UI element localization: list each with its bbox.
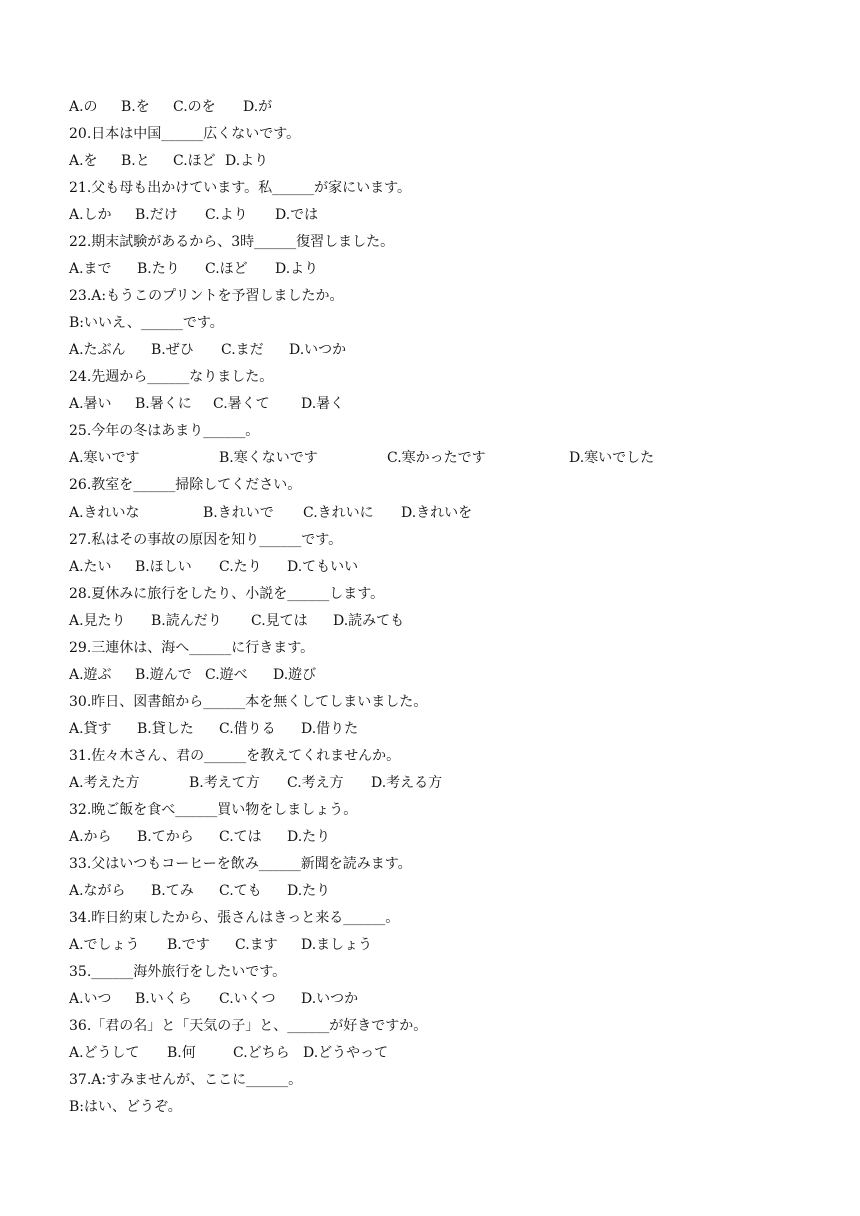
option-a: A.貸す <box>69 720 112 737</box>
question-line: 34.昨日約束したから、張さんはきっと来る______。 <box>69 909 400 926</box>
option-d: D.いつか <box>289 342 347 359</box>
option-d: D.より <box>275 261 319 278</box>
option-d: D.ましょう <box>301 936 373 953</box>
option-b: B.きれいで <box>203 504 274 521</box>
question-line: 24.先週から______なりました。 <box>69 369 274 386</box>
option-b: B.読んだり <box>151 612 222 629</box>
question-line: 28.夏休みに旅行をしたり、小説を______します。 <box>69 585 385 602</box>
option-a: A.寒いです <box>69 450 140 467</box>
option-a: A.の <box>69 99 98 115</box>
option-a: A.を <box>69 153 98 170</box>
question-line: 23.A:もうこのプリントを予習しましたか。 <box>69 288 344 305</box>
option-d: D.たり <box>287 882 331 899</box>
question-line: 31.佐々木さん、君の______を教えてくれませんか。 <box>69 747 401 764</box>
option-c: C.遊べ <box>205 666 248 683</box>
option-a: A.遊ぶ <box>69 666 112 683</box>
option-a: A.きれいな <box>69 504 140 521</box>
option-c: C.どちら <box>233 1045 290 1062</box>
option-a: A.ながら <box>69 882 126 899</box>
question-line: 27.私はその事故の原因を知り______です。 <box>69 531 343 548</box>
option-d: D.たり <box>287 828 331 845</box>
question-line: B:いいえ、______です。 <box>69 315 224 332</box>
option-b: B.暑くに <box>135 396 192 413</box>
option-b: B.てみ <box>151 882 194 899</box>
option-c: C.考え方 <box>287 774 344 791</box>
option-c: C.ほど <box>173 153 216 170</box>
option-c: C.より <box>205 207 248 224</box>
question-line: B:はい、どうぞ。 <box>69 1099 182 1116</box>
option-d: D.より <box>225 153 269 170</box>
option-b: B.ぜひ <box>151 342 194 359</box>
option-d: D.どうやって <box>303 1045 389 1062</box>
option-b: B.考えて方 <box>189 774 260 791</box>
option-b: B.です <box>167 936 210 953</box>
option-b: B.を <box>121 99 150 115</box>
question-line: 29.三連休は、海へ______に行きます。 <box>69 639 315 656</box>
question-line: 33.父はいつもコーヒーを飲み______新聞を読みます。 <box>69 855 412 872</box>
option-c: C.のを <box>173 99 216 115</box>
option-d: D.きれいを <box>401 504 473 521</box>
option-d: D.寒いでした <box>569 450 655 467</box>
question-line: 30.昨日、図書館から______本を無くしてしまいました。 <box>69 693 428 710</box>
option-a: A.暑い <box>69 396 112 413</box>
option-d: D.では <box>275 207 319 224</box>
option-a: A.たぶん <box>69 342 126 359</box>
option-b: B.いくら <box>135 991 192 1007</box>
option-b: B.ほしい <box>135 558 192 575</box>
question-line: 22.期末試験があるから、3時______復習しました。 <box>69 234 395 251</box>
question-line: 37.A:すみませんが、ここに______。 <box>69 1072 303 1089</box>
option-b: B.てから <box>137 828 194 845</box>
question-line: 32.晩ご飯を食べ______買い物をしましょう。 <box>69 801 358 818</box>
option-b: B.と <box>121 153 150 170</box>
option-a: A.見たり <box>69 612 126 629</box>
option-a: A.まで <box>69 261 112 278</box>
question-line: 20.日本は中国______広くないです。 <box>69 126 301 142</box>
option-d: D.遊び <box>273 666 317 683</box>
option-d: D.借りた <box>301 720 359 737</box>
option-c: C.借りる <box>219 720 276 737</box>
option-c: C.ても <box>219 882 262 899</box>
option-a: A.考えた方 <box>69 774 140 791</box>
question-line: 36.「君の名」と「天気の子」と、______が好きですか。 <box>69 1018 428 1034</box>
option-c: C.見ては <box>251 612 308 629</box>
option-c: C.いくつ <box>219 991 276 1007</box>
option-b: B.寒くないです <box>219 450 318 467</box>
option-b: B.だけ <box>135 207 178 224</box>
question-line: 25.今年の冬はあまり______。 <box>69 423 260 440</box>
option-a: A.たい <box>69 558 112 575</box>
option-d: D.いつか <box>301 991 359 1007</box>
option-a: A.どうして <box>69 1045 140 1062</box>
option-a: A.でしょう <box>69 936 140 953</box>
option-b: B.貸した <box>137 720 194 737</box>
option-a: A.しか <box>69 207 112 224</box>
option-c: C.たり <box>219 558 262 575</box>
option-c: C.きれいに <box>303 504 374 521</box>
option-d: D.暑く <box>301 396 345 413</box>
option-c: C.ほど <box>205 261 248 278</box>
question-line: 26.教室を______掃除してください。 <box>69 477 302 494</box>
option-b: B.たり <box>137 261 180 278</box>
option-d: D.が <box>243 99 273 115</box>
option-c: C.寒かったです <box>387 450 486 467</box>
option-d: D.読みても <box>333 612 405 629</box>
option-c: C.暑くて <box>213 396 270 413</box>
option-a: A.から <box>69 828 112 845</box>
option-b: B.遊んで <box>135 666 192 683</box>
option-a: A.いつ <box>69 991 112 1007</box>
option-c: C.まだ <box>221 342 264 359</box>
question-line: 21.父も母も出かけています。私______が家にいます。 <box>69 180 412 197</box>
option-b: B.何 <box>167 1045 196 1062</box>
question-line: 35.______海外旅行をしたいです。 <box>69 964 287 980</box>
option-d: D.考える方 <box>371 774 443 791</box>
option-c: C.ては <box>219 828 262 845</box>
option-d: D.てもいい <box>287 558 359 575</box>
option-c: C.ます <box>235 936 278 953</box>
